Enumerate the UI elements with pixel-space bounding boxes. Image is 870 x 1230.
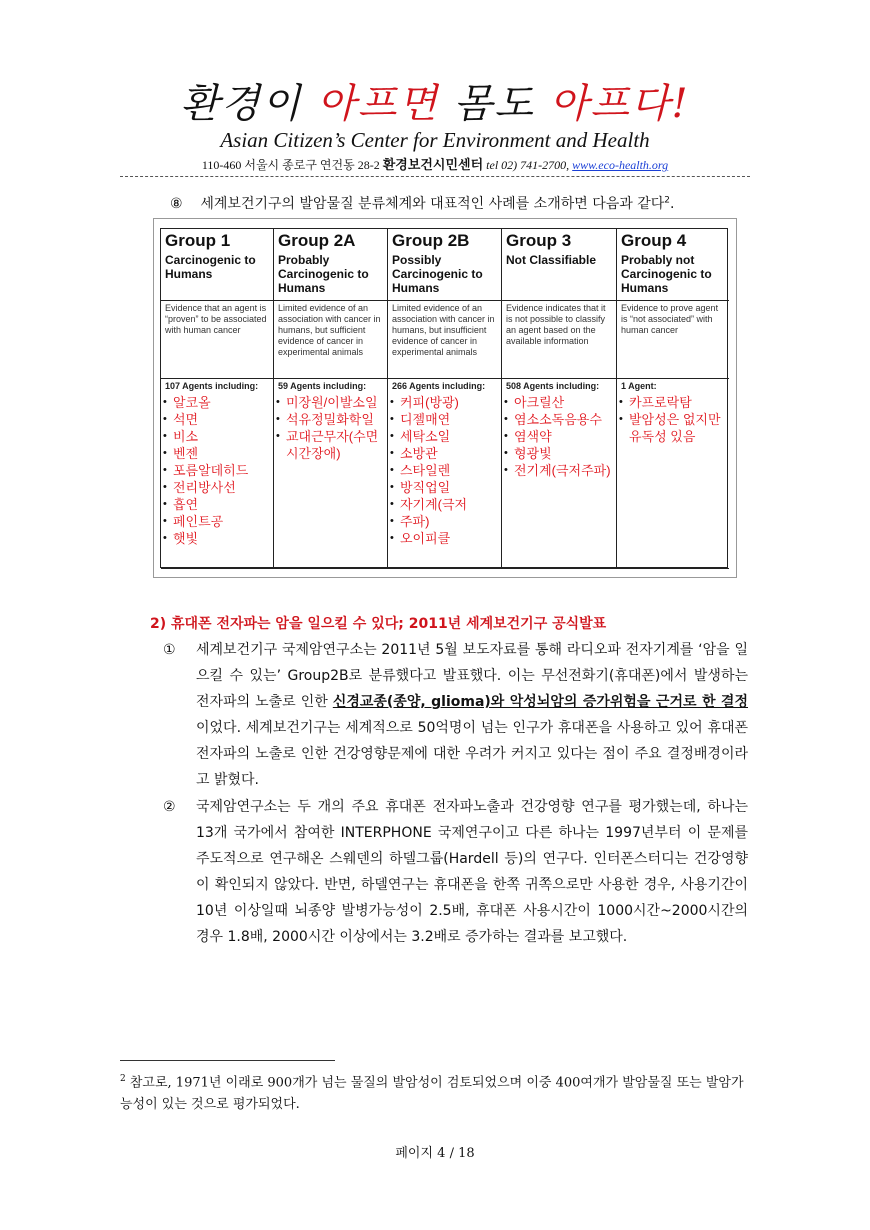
- paragraph-1-number: ①: [163, 642, 176, 658]
- agent-item: • 카프로락탐: [621, 394, 725, 411]
- group-header: [274, 229, 388, 301]
- agent-item: • 오이피클: [392, 530, 497, 547]
- group-agents: [502, 379, 617, 569]
- agent-item: • 포름알데히드: [165, 462, 269, 479]
- agent-item: • 커피(방광): [392, 394, 497, 411]
- group-subtitle: Probably not Carcinogenic to Humans: [621, 253, 712, 295]
- agent-item: • 비소: [165, 428, 269, 445]
- paragraph-1-text-a: 세계보건기구 국제암연구소는 2011년 5월 보도자료를 통해 라디오파 전자기계를 ‘암을 일으킬 수 있는’ Group2B로 분류했다고 발표했다. 이는 무선전화기(휴대폰)에서 발생하는 전자파의 노출로 인한: [196, 642, 748, 710]
- intro-line: ⑧ 세계보건기구의 발암물질 분류체계와 대표적인 사례를 소개하면 다음과 같다$^2$.: [170, 195, 675, 212]
- agent-item: • 미장원/이발소일: [278, 394, 383, 411]
- agent-item: • 소방관: [392, 445, 497, 462]
- agent-item: • 스타일렌: [392, 462, 497, 479]
- paragraph-1-emphasis: 신경교종(종양, glioma)와 악성뇌암의 증가위험을 근거로 한 결정: [332, 694, 748, 710]
- group-evidence: Evidence that an agent is “proven” to be associated with human cancer: [161, 301, 274, 379]
- agent-list: [392, 394, 497, 547]
- group-subtitle: Carcinogenic to Humans: [165, 253, 256, 281]
- agent-count: 107 Agents including:: [165, 381, 259, 391]
- agent-item: • 석유정밀화학일: [278, 411, 383, 428]
- section-title: 2) 휴대폰 전자파는 암을 일으킬 수 있다; 2011년 세계보건기구 공식발표: [150, 616, 607, 632]
- website-link[interactable]: www.eco-health.org: [572, 158, 669, 172]
- agent-item: • 페인트공: [165, 513, 269, 530]
- org-name: Asian Citizen’s Center for Environment and Health: [220, 128, 650, 152]
- agent-item: • 알코올: [165, 394, 269, 411]
- group-title: Group 3: [506, 231, 572, 250]
- agent-item: • 자기계(극저: [392, 496, 497, 513]
- group-title: Group 2A: [278, 231, 356, 250]
- footnote-text: 참고로, 1971년 이래로 900개가 넘는 물질의 발암성이 검토되었으며 이중 400여개가 발암물질 또는 발암가능성이 있는 것으로 평가되었다.: [120, 1075, 744, 1113]
- paragraph-2-text: 국제암연구소는 두 개의 주요 휴대폰 전자파노출과 건강영향 연구를 평가했는데, 하나는 13개 국가에서 참여한 INTERPHONE 국제연구이고 다른 하나는 1997년부터 이 문제를 주도적으로 연구해온 스웨덴의 하델그룹(Hardell 등)의 연구다. 인터폰스터디는 건강영향이 확인되지 않았다. 반면, 하델연구는 휴대폰을 한쪽 귀쪽으로만 사용한 경우, 사용기간이 10년 이상일때 뇌종양 발병가능성이 2.5배, 휴대폰 사용시간이 1000시간~2000시간의 경우 1.8배, 2000시간 이상에서는 3.2배로 증가하는 결과를 보고했다.: [196, 799, 748, 945]
- agent-list: [506, 394, 612, 479]
- footnote-ref[interactable]: 2: [664, 195, 671, 206]
- group-subtitle: Probably Carcinogenic to Humans: [278, 253, 369, 295]
- group-subtitle: Possibly Carcinogenic to Humans: [392, 253, 483, 295]
- agent-item: • 형광빛: [506, 445, 612, 462]
- agent-count: 508 Agents including:: [506, 381, 600, 391]
- agent-item: • 벤젠: [165, 445, 269, 462]
- group-header: [161, 229, 274, 301]
- agent-count: 1 Agent:: [621, 381, 657, 391]
- agent-item: • 주파): [392, 513, 497, 530]
- footnote-divider: [120, 1060, 335, 1061]
- agent-item: • 발암성은 없지만 유독성 있음: [621, 411, 725, 445]
- group-agents: [161, 379, 274, 569]
- agent-item: • 디젤매연: [392, 411, 497, 428]
- logo-banner: [0, 72, 870, 129]
- agent-item: • 전리방사선: [165, 479, 269, 496]
- paragraph-2-number: ②: [163, 799, 176, 815]
- agent-list: [165, 394, 269, 547]
- group-agents: [388, 379, 502, 569]
- logo-text-red-2: 아프다!: [549, 81, 690, 127]
- group-header: [388, 229, 502, 301]
- agent-count: 266 Agents including:: [392, 381, 486, 391]
- paragraph-2: [163, 794, 748, 950]
- address: 110-460 서울시 종로구 연건동 28-2: [201, 158, 380, 172]
- agent-item: • 염소소독음용수: [506, 411, 612, 428]
- agent-item: • 흡연: [165, 496, 269, 513]
- group-evidence: Evidence indicates that it is not possible to classify an agent based on the available information: [502, 301, 617, 379]
- agent-item: • 석면: [165, 411, 269, 428]
- agent-item: • 전기계(극저주파): [506, 462, 612, 479]
- footnote: [120, 1068, 750, 1116]
- page-number: 페이지 4 / 18: [395, 1146, 475, 1161]
- intro-number: ⑧: [170, 196, 183, 212]
- agent-item: • 아크릴산: [506, 394, 612, 411]
- agent-count: 59 Agents including:: [278, 381, 367, 391]
- group-agents: [617, 379, 729, 569]
- logo-text-black-2: 몸도: [453, 81, 550, 127]
- agent-list: [621, 394, 725, 445]
- agent-item: • 교대근무자(수면시간장애): [278, 428, 383, 462]
- agent-item: • 세탁소일: [392, 428, 497, 445]
- logo-text-black-1: 환경이: [180, 81, 317, 127]
- agent-list: [278, 394, 383, 462]
- group-title: Group 1: [165, 231, 231, 250]
- header-divider: [120, 176, 750, 177]
- group-header: [502, 229, 617, 301]
- telephone: tel 02) 741-2700,: [486, 158, 570, 172]
- group-title: Group 2B: [392, 231, 470, 250]
- carcinogen-table: [160, 228, 728, 568]
- paragraph-1: [163, 637, 748, 793]
- footnote-marker: 2: [120, 1074, 126, 1084]
- group-title: Group 4: [621, 231, 687, 250]
- logo-text-red-1: 아프면: [317, 81, 454, 127]
- group-evidence: Limited evidence of an association with cancer in humans, but sufficient evidence of cancer in experimental animals: [274, 301, 388, 379]
- group-evidence: Limited evidence of an association with cancer in humans, but insufficient evidence of cancer in experimental animals: [388, 301, 502, 379]
- group-header: [617, 229, 729, 301]
- intro-text: 세계보건기구의 발암물질 분류체계와 대표적인 사례를 소개하면 다음과 같다: [200, 196, 665, 212]
- org-korean: 환경보건시민센터: [382, 158, 484, 173]
- address-line: [0, 154, 870, 173]
- agent-item: • 햇빛: [165, 530, 269, 547]
- paragraph-1-text-b: 이었다. 세계보건기구는 세계적으로 50억명이 넘는 인구가 휴대폰을 사용하고 있어 휴대폰 전자파의 노출로 인한 건강영향문제에 대한 우려가 커지고 있다는 점이 주요 결정배경이라고 밝혔다.: [196, 720, 748, 788]
- group-agents: [274, 379, 388, 569]
- group-subtitle: Not Classifiable: [506, 253, 597, 267]
- agent-item: • 염색약: [506, 428, 612, 445]
- group-evidence: Evidence to prove agent is “not associated” with human cancer: [617, 301, 729, 379]
- agent-item: • 방직업일: [392, 479, 497, 496]
